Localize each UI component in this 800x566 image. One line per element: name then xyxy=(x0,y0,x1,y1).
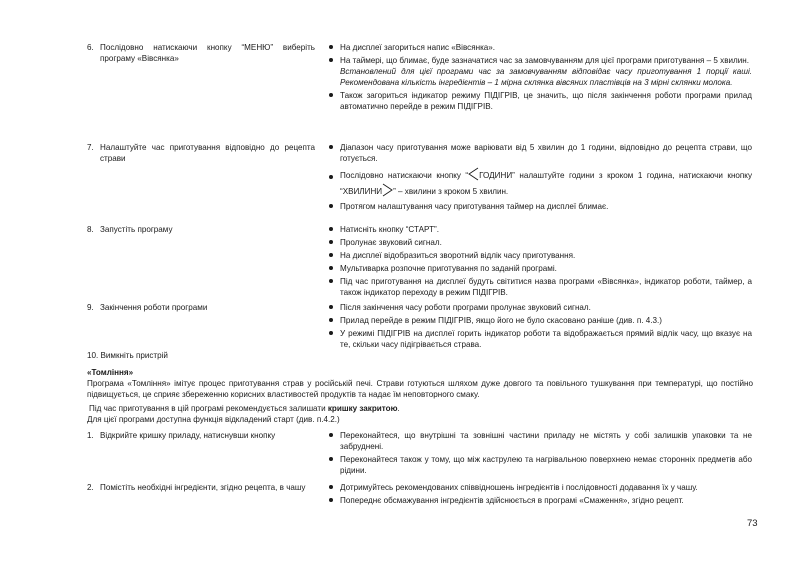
step-text: Помістіть необхідні інгредієнти, згідно рецепта, в чашу xyxy=(100,483,306,492)
step-text: Налаштуйте час приготування відповідно до рецепта страви xyxy=(100,143,315,163)
section-title: «Томління» xyxy=(87,368,134,377)
step-text: Запустіть програму xyxy=(100,225,173,234)
step-7 xyxy=(87,142,315,164)
bullet-item: Дотримуйтесь рекомендованих співвідношень інгредієнтів і послідовності додавання їх у чашу. xyxy=(328,482,752,493)
bullet-item: Попереднє обсмажування інгредієнтів здійснюється в програмі «Смаження», згідно рецепт. xyxy=(328,495,752,506)
step-number: 1. xyxy=(87,431,94,440)
triangle-right-icon xyxy=(382,183,393,197)
bullet-item: Переконайтеся також у тому, що між каструлею та нагрівальною поверхнею немає сторонніх предметів або рідини. xyxy=(328,454,752,476)
step-6 xyxy=(87,42,315,64)
step-8-bullets xyxy=(328,224,752,300)
step-text: Закінчення роботи програми xyxy=(100,303,208,312)
triangle-left-icon xyxy=(468,167,479,181)
step-number: 8. xyxy=(87,225,94,234)
bullet-item: У режимі ПІДІГРІВ на дисплеї горить індикатор роботи та відображається прямий відлік часу, що вказує на те, скільки часу підігрівається страва. xyxy=(328,328,752,350)
step-number: 7. xyxy=(87,143,94,152)
bullet-item: Переконайтеся, що внутрішні та зовнішні частини приладу не містять у собі залишків упаковки та не забруднені. xyxy=(328,430,752,452)
bullet-item: Пролунає звуковий сигнал. xyxy=(328,237,752,248)
section-intro: Програма «Томління» імітує процес приготування страв у російській печі. Страви готуються шляхом дуже довгого та повільного тушкування при температурі, що постійно підвищується, це сприяє збереженню корисних властивостей продуктів та надає їм неповторного смаку. xyxy=(87,379,753,399)
bullet-item: Також загориться індикатор режиму ПІДІГРІВ, це значить, що після закінчення роботи програми прилад автоматично перейде в режим ПІДІГРІВ. xyxy=(328,90,752,112)
step-1 xyxy=(87,430,315,441)
lid-note: Під час приготування в цій програмі рекомендується залишати кришку закритою. xyxy=(89,404,400,413)
step-number: 6. xyxy=(87,43,94,52)
bullet-item: Протягом налаштування часу приготування таймер на дисплеї блимає. xyxy=(328,201,752,212)
bullet-item: Послідовно натискаючи кнопку “ ГОДИНИ” налаштуйте години з кроком 1 година, натискаючи кнопку “ХВИЛИНИ ” – хвилини з кроком 5 хвилин. xyxy=(328,167,752,199)
step-2-bullets xyxy=(328,482,752,508)
step-1-bullets xyxy=(328,430,752,478)
step-9 xyxy=(87,302,315,313)
bullet-item: Під час приготування на дисплеї будуть світитися назва програми «Вівсянка», індикатор роботи, таймер, а також індикатор переходу в режим ПІДІГРІВ. xyxy=(328,276,752,298)
step-8 xyxy=(87,224,315,235)
step-9-bullets xyxy=(328,302,752,352)
bullet-item: Натисніть кнопку “СТАРТ”. xyxy=(328,224,752,235)
bullet-item: На таймері, що блимає, буде зазначатися час за замовчуванням для цієї програми приготування – 5 хвилин. Встановлений для цієї програми час за замовчуванням відповідає часу приготування 1 порції каші. Рекомендована кількість інгредієнтів – 1 мірна склянка вівсяних пластівців на 3 мірні склянки молока. xyxy=(328,55,752,88)
step-7-bullets xyxy=(328,142,752,214)
step-2 xyxy=(87,482,315,493)
italic-note: Встановлений для цієї програми час за замовчуванням відповідає часу приготування 1 порції каші. Рекомендована кількість інгредієнтів – 1 мірна склянка вівсяних пластівців на 3 мірні склянки молока. xyxy=(340,67,752,87)
delay-note: Для цієї програми доступна функція відкладений старт (див. п.4.2.) xyxy=(87,415,340,424)
bullet-item: Прилад перейде в режим ПІДІГРІВ, якщо його не було скасовано раніше (див. п. 4.3.) xyxy=(328,315,752,326)
step-number: 9. xyxy=(87,303,94,312)
step-text: Послідовно натискаючи кнопку “МЕНЮ” виберіть програму «Вівсянка» xyxy=(100,43,315,63)
bullet-item: На дисплеї загориться напис «Вівсянка». xyxy=(328,42,752,53)
bullet-item: Діапазон часу приготування може варіювати від 5 хвилин до 1 години, відповідно до рецепта страви, що готується. xyxy=(328,142,752,164)
step-text: Відкрийте кришку приладу, натиснувши кнопку xyxy=(100,431,276,440)
step-number: 2. xyxy=(87,483,94,492)
page-number: 73 xyxy=(747,518,758,529)
step-10: 10. Вимкніть пристрій xyxy=(87,351,168,360)
step-6-bullets xyxy=(328,42,752,114)
bullet-item: Мультиварка розпочне приготування по заданій програмі. xyxy=(328,263,752,274)
bullet-item: Після закінчення часу роботи програми пролунає звуковий сигнал. xyxy=(328,302,752,313)
bullet-item: На дисплеї відобразиться зворотний відлік часу приготування. xyxy=(328,250,752,261)
